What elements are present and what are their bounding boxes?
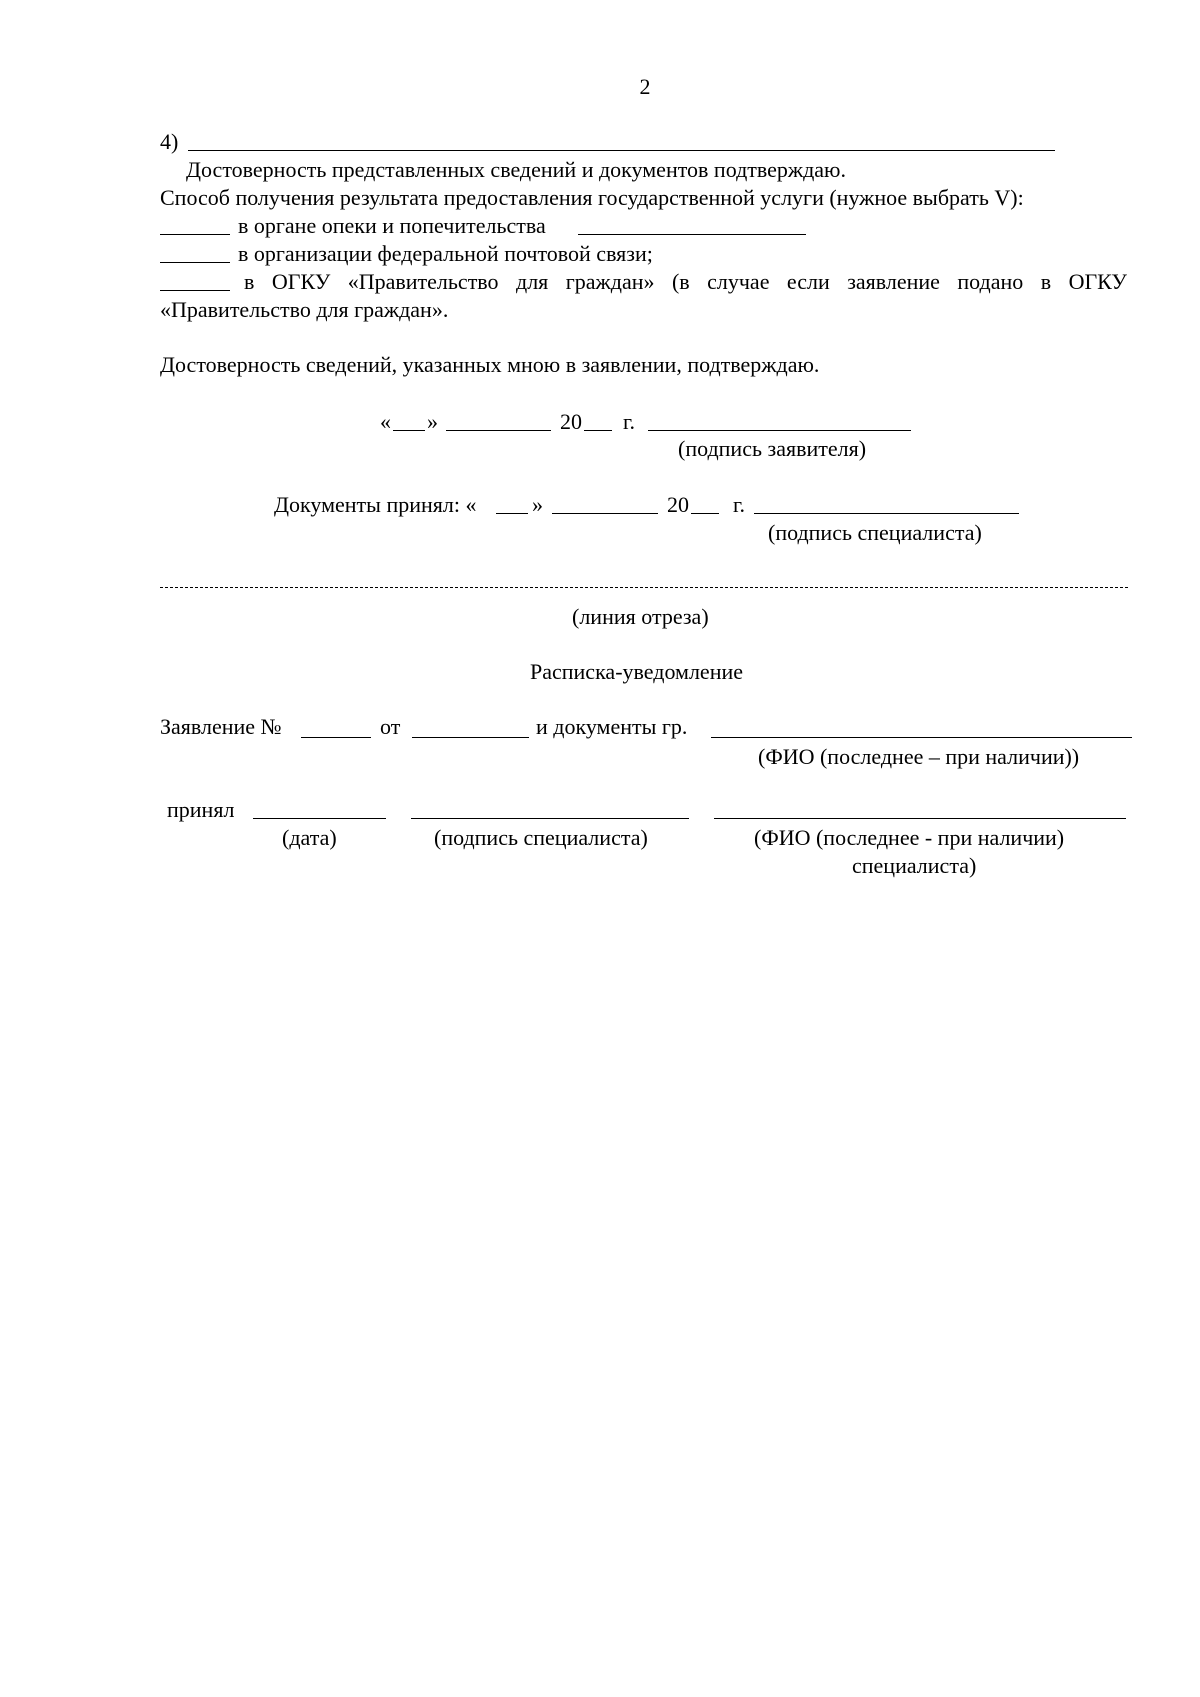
accepted-specialist-fio-caption-cont: специалиста) (852, 853, 977, 878)
application-number-label: Заявление № (160, 714, 282, 739)
cut-line (160, 587, 1128, 588)
accepted-signature-caption: (подпись специалиста) (434, 825, 648, 850)
applicant-signature-caption: (подпись заявителя) (678, 436, 867, 461)
accepted-specialist-fio-caption: (ФИО (последнее - при наличии) (754, 825, 1065, 850)
option2-checkbox[interactable] (160, 262, 230, 263)
application-number-field[interactable] (301, 737, 371, 738)
applicant-year-prefix: 20 (560, 409, 582, 434)
option2-label: в организации федеральной почтовой связи; (238, 241, 653, 266)
docs-accepted-month-field[interactable] (552, 513, 658, 514)
confirm-info-text: Достоверность сведений, указанных мною в заявлении, подтверждаю. (160, 352, 820, 377)
accepted-specialist-fio-field[interactable] (714, 818, 1126, 819)
docs-accepted-year-field[interactable] (691, 513, 719, 514)
item4-field[interactable] (188, 150, 1055, 151)
accepted-date-caption: (дата) (282, 825, 337, 850)
docs-accepted-day-field[interactable] (496, 513, 528, 514)
option1-field[interactable] (578, 234, 806, 235)
documents-citizen-label: и документы гр. (536, 714, 688, 739)
cut-line-caption: (линия отреза) (572, 604, 709, 629)
receive-method-heading: Способ получения результата предоставления государственной услуги (нужное выбрать V): (160, 185, 1024, 210)
application-from-label: от (380, 714, 401, 739)
citizen-fio-caption: (ФИО (последнее – при наличии)) (758, 744, 1080, 769)
option3-label-cont: «Правительство для граждан». (160, 297, 449, 322)
docs-accepted-year-suffix: г. (733, 492, 746, 517)
specialist-signature-caption: (подпись специалиста) (768, 520, 982, 545)
accepted-signature-field[interactable] (411, 818, 689, 819)
option3-checkbox[interactable] (160, 290, 230, 291)
applicant-year-suffix: г. (623, 409, 636, 434)
item4-label: 4) (160, 129, 179, 154)
docs-accepted-close-quote: » (532, 492, 543, 517)
docs-accepted-year-prefix: 20 (667, 492, 689, 517)
citizen-fio-field[interactable] (711, 737, 1132, 738)
specialist-signature-field[interactable] (754, 513, 1019, 514)
applicant-date-close-quote: » (427, 409, 438, 434)
confirm-docs-text: Достоверность представленных сведений и документов подтверждаю. (186, 157, 846, 182)
applicant-signature-field[interactable] (648, 430, 911, 431)
applicant-month-field[interactable] (446, 430, 551, 431)
page-number: 2 (639, 74, 651, 99)
option1-label: в органе опеки и попечительства (238, 213, 546, 238)
accepted-date-field[interactable] (253, 818, 386, 819)
application-date-field[interactable] (412, 737, 529, 738)
applicant-day-field[interactable] (393, 430, 425, 431)
option3-label: в ОГКУ «Правительство для граждан» (в случае если заявление подано в ОГКУ (244, 269, 1127, 294)
applicant-date-open-quote: « (380, 409, 391, 434)
docs-accepted-label: Документы принял: « (274, 492, 477, 517)
accepted-label: принял (167, 797, 235, 822)
applicant-year-field[interactable] (584, 430, 612, 431)
receipt-title: Расписка-уведомление (530, 659, 744, 684)
option1-checkbox[interactable] (160, 234, 230, 235)
